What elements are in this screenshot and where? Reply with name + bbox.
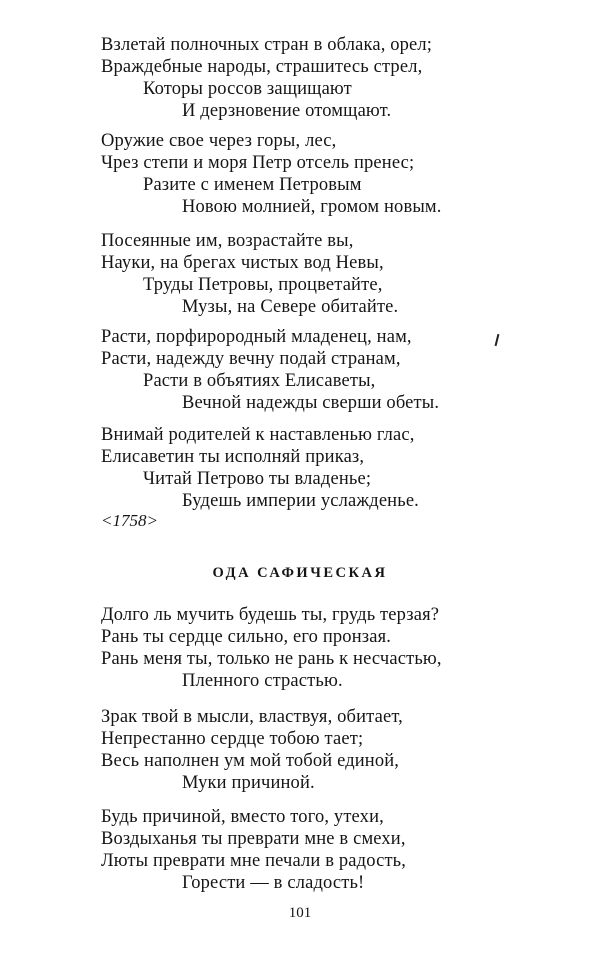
poem-line: Новою молнией, громом новым. [182,197,442,217]
poem-line: Труды Петровы, процветайте, [143,275,383,295]
poem-line: Посеянные им, возрастайте вы, [101,231,354,251]
poem-line: Горести — в сладость! [182,873,365,893]
poem-line: Зрак твой в мысли, властвуя, обитает, [101,707,403,727]
poem-line: Которы россов защищают [143,79,352,99]
poem-line: Елисаветин ты исполняй приказ, [101,447,365,467]
poem-line: Рань ты сердце сильно, его пронзая. [101,627,392,647]
poem-line: Расти в объятиях Елисаветы, [143,371,376,391]
poem-line: Воздыханья ты преврати мне в смехи, [101,829,406,849]
poem-line: Муки причиной. [182,773,315,793]
poem-line: Люты преврати мне печали в радость, [101,851,407,871]
poem-line: Долго ль мучить будешь ты, грудь терзая? [101,605,440,625]
poem-line: Враждебные народы, страшитесь стрел, [101,57,423,77]
poem-line: Расти, порфирородный младенец, нам, [101,327,412,347]
poem-line: И дерзновение отомщают. [182,101,392,121]
poem-line: Рань меня ты, только не рань к несчастью, [101,649,442,669]
poem-line: Будь причиной, вместо того, утехи, [101,807,384,827]
poem-line: Разите с именем Петровым [143,175,362,195]
poem-line: Взлетай полночных стран в облака, орел; [101,35,433,55]
poem-line: Пленного страстью. [182,671,343,691]
poem-line: Внимай родителей к наставленью глас, [101,425,415,445]
margin-mark [495,334,500,346]
poem-line: Весь наполнен ум мой тобой единой, [101,751,400,771]
poem-line: Непрестанно сердце тобою тает; [101,729,364,749]
poem-line: Будешь империи услажденье. [182,491,419,511]
poem-line: Читай Петрово ты владенье; [143,469,372,489]
poem-line: Чрез степи и моря Петр отсель пренес; [101,153,415,173]
poem-line: Науки, на брегах чистых вод Невы, [101,253,384,273]
poem-title: ОДА САФИЧЕСКАЯ [212,565,388,581]
poem-line: Музы, на Севере обитайте. [182,297,399,317]
poem-line: Вечной надежды сверши обеты. [182,393,440,413]
poem-date: <1758> [101,511,158,530]
poem-line: Оружие свое через горы, лес, [101,131,337,151]
page-number: 101 [288,905,312,921]
poem-line: Расти, надежду вечну подай странам, [101,349,401,369]
